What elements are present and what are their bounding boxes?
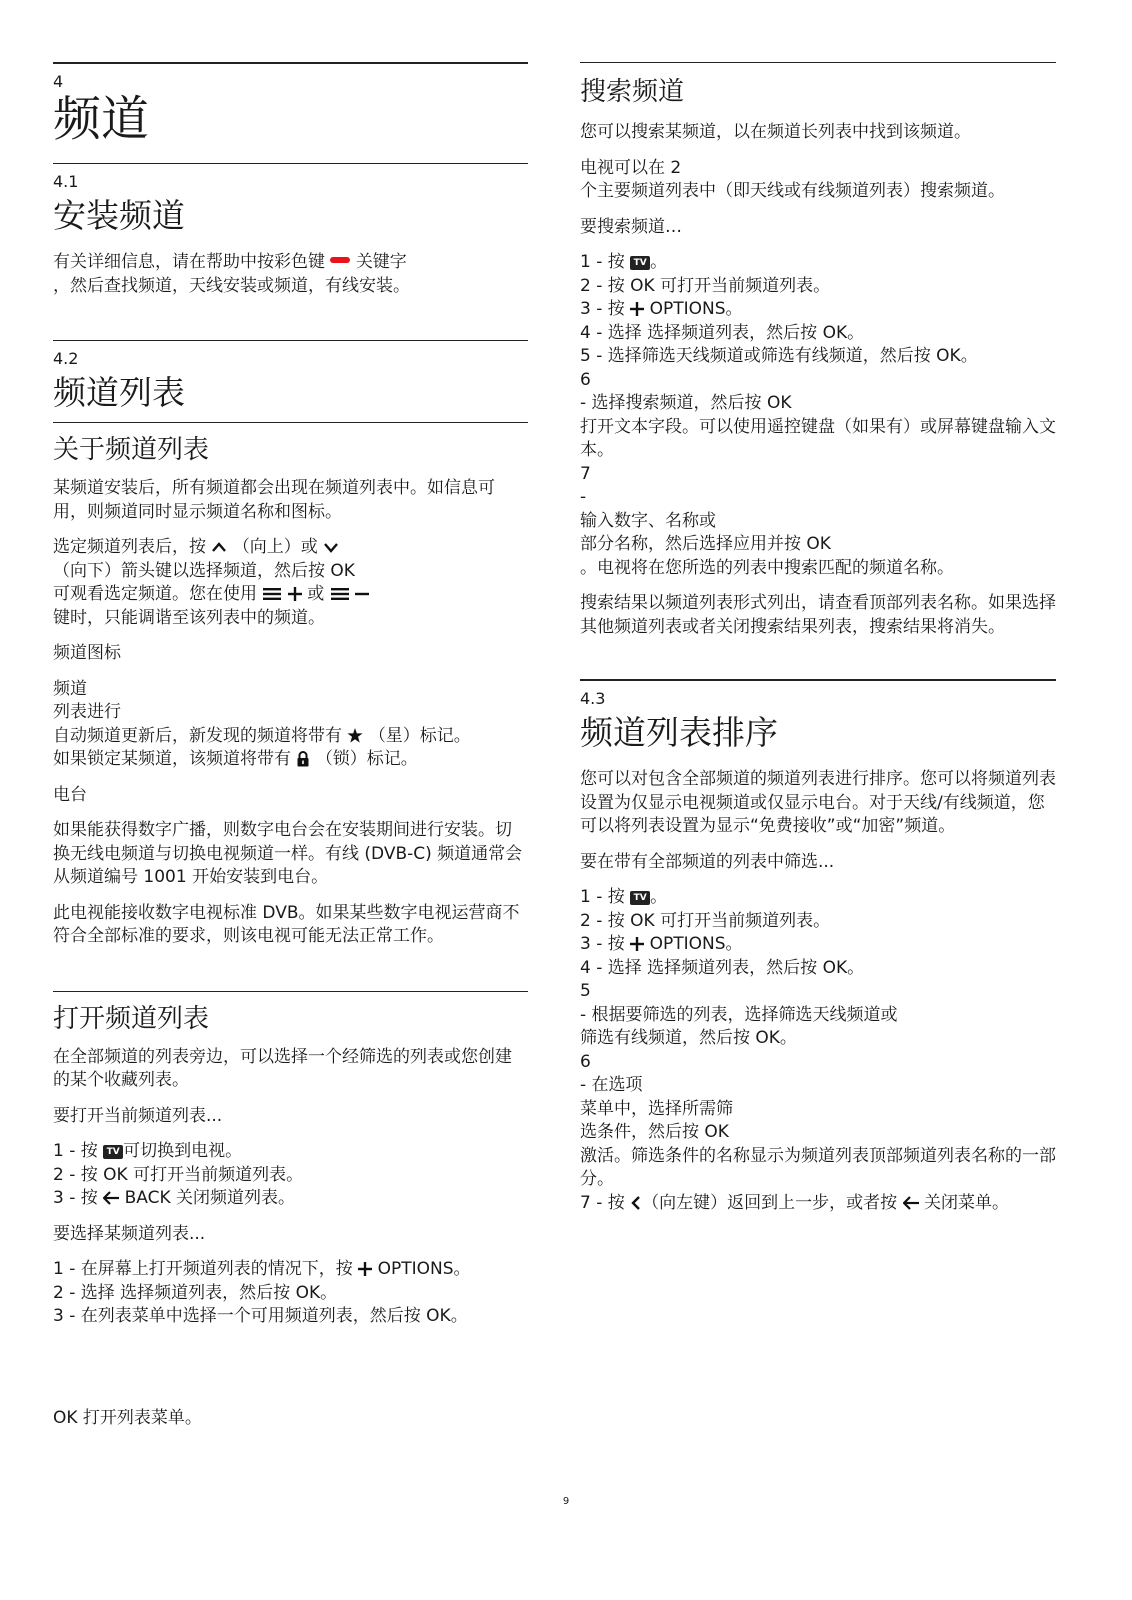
subsection-rule xyxy=(580,62,1056,63)
chapter-title: 频道 xyxy=(53,91,150,147)
section-rule xyxy=(53,340,528,341)
section-rule xyxy=(580,679,1056,681)
search-p2b: 个主要频道列表中（即天线或有线频道列表）搜索频道。 xyxy=(580,181,1005,201)
radio-paragraph-1: 如果能获得数字广播，则数字电台会在安装期间进行安装。切换无线电频道与切换电视频道一样。有线 (DVB-C) 频道通常会从频道编号 1001 开始安装到电台。 xyxy=(53,820,523,887)
icons-line-2: 列表进行 xyxy=(53,702,121,722)
install-help-text-2: 关键字 xyxy=(355,252,407,272)
section-title-channel-list: 频道列表 xyxy=(53,373,185,412)
subsection-title-search: 搜索频道 xyxy=(580,77,685,107)
sort-step-4: 4 - 选择 选择频道列表，然后按 OK。 xyxy=(580,957,865,978)
open-paragraph-2: 要打开当前频道列表... xyxy=(53,1105,223,1126)
chapter-rule xyxy=(53,62,528,64)
about-text-c: （向下）箭头键以选择频道，然后按 OK xyxy=(53,560,355,581)
search-paragraph-1: 您可以搜索某频道，以在频道长列表中找到该频道。 xyxy=(580,122,971,142)
select-step-3: 3 - 在列表菜单中选择一个可用频道列表，然后按 OK。 xyxy=(53,1306,468,1326)
subsection-rule xyxy=(53,991,528,992)
open-step-2: 2 - 按 OK 可打开当前频道列表。 xyxy=(53,1164,304,1185)
search-step-3b: OPTIONS。 xyxy=(649,299,743,319)
plus-icon xyxy=(630,937,644,951)
open-paragraph-1: 在全部频道的列表旁边，可以选择一个经筛选的列表或您创建的某个收藏列表。 xyxy=(53,1046,512,1090)
about-text-f: 键时，只能调谐至该列表中的频道。 xyxy=(53,607,325,628)
arrow-left-icon xyxy=(630,1196,642,1210)
sort-steps xyxy=(580,886,1056,1215)
sort-paragraph-2: 要在带有全部频道的列表中筛选... xyxy=(580,851,835,872)
sort-paragraph-1: 您可以对包含全部频道的频道列表进行排序。您可以将频道列表设置为仅显示电视频道或仅显示电台。对于天线/有线频道，您可以将列表设置为显示“免费接收”或“加密”频道。 xyxy=(580,769,1056,836)
icons-line-1: 频道 xyxy=(53,678,87,699)
right-column xyxy=(580,62,1056,1215)
sort-step-3b: OPTIONS。 xyxy=(649,934,743,954)
star-icon xyxy=(347,728,363,744)
sort-step-7a: 7 - 按 xyxy=(580,1192,625,1213)
lock-icon xyxy=(296,751,310,767)
section-title-sort-list: 频道列表排序 xyxy=(580,713,778,752)
radio-heading: 电台 xyxy=(53,784,87,805)
search-step-6b: - 选择搜索频道，然后按 OK xyxy=(580,393,792,413)
icons-line-3a: 自动频道更新后，新发现的频道将带有 xyxy=(53,725,342,746)
search-step-2: 2 - 按 OK 可打开当前频道列表。 xyxy=(580,275,831,296)
search-step-7e: 。电视将在您所选的列表中搜索匹配的频道名称。 xyxy=(580,557,954,578)
icons-line-4b: （锁）标记。 xyxy=(315,749,418,769)
install-help-text-3: ，然后查找频道，天线安装或频道，有线安装。 xyxy=(53,275,410,296)
arrow-up-icon xyxy=(211,541,227,553)
open-list-menu-line: OK 打开列表菜单。 xyxy=(53,1408,202,1428)
tv-icon: TV xyxy=(630,891,650,905)
sort-step-5a: 5 xyxy=(580,981,591,1001)
open-step-3a: 3 - 按 xyxy=(53,1188,98,1208)
section-number-4-2: 4.2 xyxy=(53,349,79,368)
search-step-7b: - xyxy=(580,487,587,507)
tv-icon: TV xyxy=(103,1145,123,1159)
install-help-text-1: 有关详细信息，请在帮助中按彩色键 xyxy=(53,252,325,272)
back-arrow-icon xyxy=(903,1196,919,1210)
search-step-4: 4 - 选择 选择频道列表，然后按 OK。 xyxy=(580,322,865,343)
about-paragraph-2 xyxy=(53,536,528,630)
open-paragraph-3: 要选择某频道列表... xyxy=(53,1223,206,1244)
icons-line-3b: （星）标记。 xyxy=(368,725,471,746)
search-paragraph-3: 要搜索频道… xyxy=(580,216,682,237)
sort-step-1b: 。 xyxy=(650,887,668,907)
section-rule xyxy=(53,163,528,164)
section-title-install-channels: 安装频道 xyxy=(53,196,185,235)
sort-step-6c: 菜单中，选择所需筛 xyxy=(580,1098,733,1119)
sort-step-6e: 激活。筛选条件的名称显示为频道列表顶部频道列表名称的一部分。 xyxy=(580,1145,1056,1189)
back-arrow-icon xyxy=(103,1191,119,1205)
sort-step-2: 2 - 按 OK 可打开当前频道列表。 xyxy=(580,910,831,931)
sort-step-1a: 1 - 按 xyxy=(580,887,625,907)
icons-line-4a: 如果锁定某频道，该频道将带有 xyxy=(53,749,291,769)
red-color-key-icon xyxy=(330,257,350,263)
search-steps xyxy=(580,251,1056,580)
minus-icon xyxy=(355,587,369,601)
search-step-7d: 部分名称，然后选择应用并按 OK xyxy=(580,534,831,554)
plus-icon xyxy=(358,1262,372,1276)
sort-step-6d: 选条件，然后按 OK xyxy=(580,1122,729,1142)
sort-step-3a: 3 - 按 xyxy=(580,934,625,954)
page-number: 9 xyxy=(562,1496,570,1507)
plus-icon xyxy=(630,302,644,316)
about-text-b: （向上）或 xyxy=(232,537,318,557)
sort-step-6a: 6 xyxy=(580,1051,591,1072)
section-number-4-1: 4.1 xyxy=(53,172,79,191)
install-help-paragraph xyxy=(53,251,528,298)
search-paragraph-4: 搜索结果以频道列表形式列出，请查看顶部列表名称。如果选择其他频道列表或者关闭搜索结果列表，搜索结果将消失。 xyxy=(580,593,1056,637)
search-step-6c: 打开文本字段。可以使用遥控键盘（如果有）或屏幕键盘输入文本。 xyxy=(580,416,1056,460)
about-text-d: 可观看选定频道。您在使用 xyxy=(53,584,257,604)
sort-step-6b: - 在选项 xyxy=(580,1075,643,1095)
select-step-1b: OPTIONS。 xyxy=(377,1259,471,1279)
search-paragraph-2 xyxy=(580,157,1056,204)
sort-step-7b: （向左键）返回到上一步，或者按 xyxy=(642,1192,898,1213)
list-icon xyxy=(330,587,350,601)
sort-step-7c: 关闭菜单。 xyxy=(923,1192,1009,1213)
left-column xyxy=(53,62,528,1329)
channel-icons-paragraph xyxy=(53,678,528,772)
about-paragraph-1: 某频道安装后，所有频道都会出现在频道列表中。如信息可用，则频道同时显示频道名称和图标。 xyxy=(53,478,495,522)
search-p2a: 电视可以在 2 xyxy=(580,157,682,178)
sort-step-5c: 筛选有线频道，然后按 OK。 xyxy=(580,1028,797,1048)
sort-step-5b: - 根据要筛选的列表，选择筛选天线频道或 xyxy=(580,1004,898,1025)
select-step-1a: 1 - 在屏幕上打开频道列表的情况下，按 xyxy=(53,1259,353,1279)
search-step-3a: 3 - 按 xyxy=(580,299,625,319)
open-step-3b: BACK 关闭频道列表。 xyxy=(124,1188,295,1208)
select-step-2: 2 - 选择 选择频道列表，然后按 OK。 xyxy=(53,1282,338,1303)
tv-icon: TV xyxy=(630,256,650,270)
section-number-4-3: 4.3 xyxy=(580,689,606,708)
channel-icons-heading: 频道图标 xyxy=(53,643,121,663)
about-text-a: 选定频道列表后，按 xyxy=(53,537,206,557)
select-list-steps xyxy=(53,1258,528,1329)
subsection-title-about: 关于频道列表 xyxy=(53,435,210,465)
subsection-title-open-list: 打开频道列表 xyxy=(53,1003,210,1034)
search-step-7c: 输入数字、名称或 xyxy=(580,510,716,531)
radio-paragraph-2: 此电视能接收数字电视标准 DVB。如果某些数字电视运营商不符合全部标准的要求，则该电视可能无法正常工作。 xyxy=(53,902,520,946)
open-step-1b: 可切换到电视。 xyxy=(123,1141,243,1161)
subsection-rule xyxy=(53,422,528,423)
chapter-number: 4 xyxy=(53,72,64,91)
search-step-6a: 6 xyxy=(580,369,591,390)
arrow-down-icon xyxy=(323,541,339,553)
about-text-e: 或 xyxy=(307,584,325,604)
search-step-5: 5 - 选择筛选天线频道或筛选有线频道，然后按 OK。 xyxy=(580,346,978,366)
plus-icon xyxy=(288,587,302,601)
search-step-1a: 1 - 按 xyxy=(580,252,625,272)
open-step-1a: 1 - 按 xyxy=(53,1141,98,1161)
open-steps xyxy=(53,1140,528,1211)
search-step-7a: 7 xyxy=(580,463,591,484)
search-step-1b: 。 xyxy=(650,252,668,272)
list-icon xyxy=(262,587,282,601)
